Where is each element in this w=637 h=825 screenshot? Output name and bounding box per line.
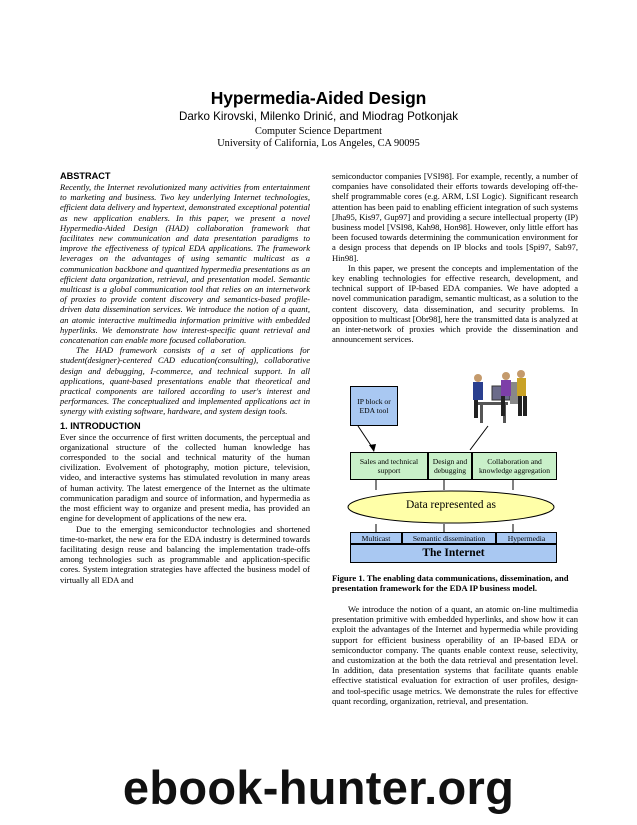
- hypermedia-box: Hypermedia: [496, 532, 557, 544]
- paper-authors: Darko Kirovski, Milenko Drinić, and Miodrag Potkonjak: [178, 110, 458, 123]
- affiliation-university: University of California, Los Angeles, CA 90095: [217, 138, 420, 149]
- introduction-paragraph-2: Due to the emerging semiconductor technologies and shortened time-to-market, the new era for the EDA industry is determined towards facilitating design reuse and balancing the implementation trade-offs among technologies such as programmable and application-specific cores. System integration strategies have affected the business model of virtually all EDA and: [60, 523, 310, 585]
- figure-1: [338, 364, 570, 570]
- data-represented-label: Data represented as: [405, 499, 497, 511]
- people-at-computer-icon: [473, 370, 527, 423]
- semantic-dissemination-box: Semantic dissemination: [402, 532, 496, 544]
- right-paragraph-1: semiconductor companies [VSI98]. For example, recently, a number of companies have consolidated their efforts towards developing off-the-shelf programmable cores (e.g. ARM, LSI Logic). Significant research attention has been paid to enabling efficient integration of such systems [Jha95, Kis97, Gup97] and providing a secure intellectual property (IP) business model [VSI98, Kah98, Hon98]. However, only little effort has been focused towards determining the communication environment for a design process that depends on IP blocks and tools [Spi97, Sab97, Hin98].: [332, 171, 578, 263]
- right-paragraph-2: In this paper, we present the concepts and implementation of the key enabling technologies for effective research, development, and technical support of IP-based EDA companies. We have adopted a novel communication paradigm, semantic multicast, as a solution to the content discovery, data dissemination, and security problems. In opposition to multicast [Obr98], here the transmitted data is analyzed at an inter-network of proxies which provide the dissemination and announcement services.: [332, 262, 578, 345]
- internet-box: The Internet: [350, 544, 557, 563]
- right-paragraph-3: We introduce the notion of a quant, an atomic on-line multimedia presentation primitive with embedded hyperlinks, and show how it can exploit the advantages of the Internet and hypermedia while providing support for efficient business operability of an IP-based EDA or semiconductor company. The quants enable context reuse, selectivity, and customization at the both the data retrieval and presentation level. In addition, data presentation systems that facilitate quants enable effective statistical evaluation for extraction of user profiles, design- and tool-specific usage metrics. We demonstrate the rules for effective quant recording, organization, retrieval, and presentation.: [332, 604, 578, 706]
- right-column-top: [332, 171, 578, 344]
- collaboration-box: Collaboration and knowledge aggregation: [472, 452, 557, 480]
- right-column-bottom: [332, 604, 578, 706]
- paper-title: Hypermedia-Aided Design: [210, 88, 427, 108]
- affiliation-department: Computer Science Department: [255, 126, 382, 137]
- ip-block-box: IP block or EDA tool: [350, 386, 398, 426]
- introduction-paragraph-1: Ever since the occurrence of first written documents, the perceptual and organizational structure of the collected human knowledge has corresponded to the social and technical maturity of the human civilization. Evolvement of photography, motion picture, television, video, and interactive systems has stimulated revolution in many areas of human activity. The latest emergence of the Internet as the ultimate communication paradigm and source of information, and hypermedia as the most efficient way to organize and present media, has provided an engine for development of applications of the new era.: [60, 431, 310, 524]
- abstract-paragraph-2: The HAD framework consists of a set of applications for student(designer)-centered CAD education(consulting), collaborative design and debugging, I-commerce, and technical support. In all applications, quant-based presentations enable that theoretical and practical components are tailored according to user's interest and performances. The conceptualized and implemented applications act in synergy with existing software, hardware, and system design tools.: [60, 345, 310, 417]
- abstract-paragraph-1: Recently, the Internet revolutionized many activities from entertainment to marketing and business. Two key underlying Internet technologies, efficient data delivery and hypertext, demonstrated exceptional potential as new application enablers. In this paper, we present a novel Hypermedia-Aided Design (HAD) collaboration framework that facilitates new communication and data presentation paradigms to improve the effectiveness of typical EDA applications. The framework leverages on the advantages of using semantic multicast as a communication backbone and quantized hypermedia presentations as an efficient data organization, retrieval, and presentation model. Semantic multicast is a global communication tool that relies on an internetwork of proxies to provide content discovery and semantics-based profile-driven data dissemination services. We introduce the notion of a quant, an atomic interactive multimedia information primitive with embedded hyperlinks. We demonstrate how interest-specific quant retrieval and concatenation can enable more focused collaboration.: [60, 182, 310, 346]
- multicast-box: Multicast: [350, 532, 402, 544]
- left-column: [60, 171, 310, 585]
- figure-caption: Figure 1. The enabling data communications, dissemination, and presentation framework for the EDA IP business model.: [332, 573, 569, 594]
- design-debugging-box: Design and debugging: [428, 452, 472, 480]
- abstract-heading: ABSTRACT: [60, 171, 111, 181]
- introduction-heading: 1. INTRODUCTION: [60, 420, 141, 431]
- watermark-text: ebook-hunter.org: [122, 761, 515, 814]
- sales-support-box: Sales and technical support: [350, 452, 428, 480]
